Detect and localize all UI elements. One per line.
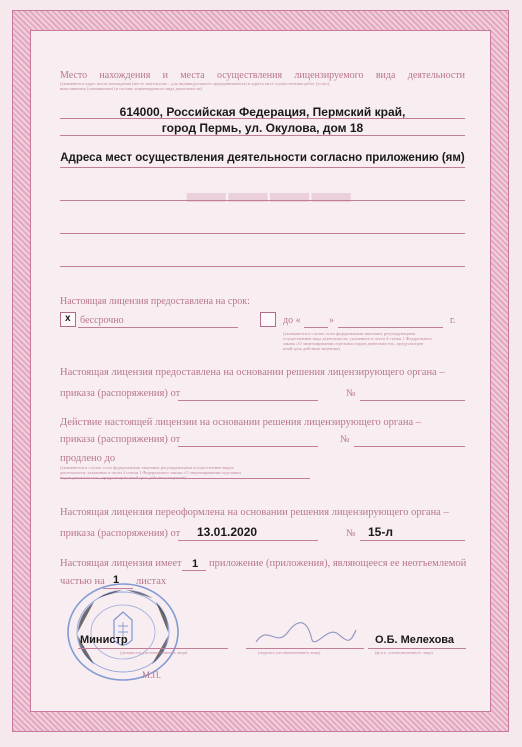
reverse-watermark: ▬▬▬▬	[186, 176, 354, 209]
extension-number-label: №	[340, 434, 350, 445]
basis-number-label: №	[346, 388, 356, 399]
basis-order-label: приказа (распоряжения) от	[60, 388, 181, 399]
term-note-4: иной срок действия лицензии)	[283, 346, 340, 351]
seal-place-label: М.П.	[142, 670, 162, 680]
address-line-2: город Пермь, ул. Окулова, дом 18	[161, 121, 364, 135]
appendix-sheets: 1	[113, 574, 120, 586]
indefinite-line	[78, 327, 238, 328]
term-note-2: осуществление вида деятельности, указанного в части 4 статьи 1 Федерального	[283, 336, 433, 341]
until-quote-close: »	[329, 315, 334, 326]
signature-line	[246, 648, 364, 649]
position-line	[78, 648, 228, 649]
reissue-date: 13.01.2020	[197, 525, 258, 539]
year-suffix: г.	[450, 315, 456, 326]
rule	[60, 167, 465, 168]
until-label: до «	[283, 315, 301, 326]
rule	[60, 135, 465, 136]
appendix-part-label: частью на	[60, 576, 105, 587]
term-note-3: закона «О лицензировании отдельных видов деятельности», предусмотрен	[283, 341, 424, 346]
addresses-appendix: Адреса мест осуществления деятельности согласно приложению (ям)	[60, 152, 465, 164]
rule	[60, 266, 465, 267]
official-stamp	[64, 580, 182, 684]
appendix-text-after: приложение (приложения), являющееся ее неотъемлемой	[209, 558, 467, 569]
signatory-name: О.Б. Мелехова	[375, 634, 455, 646]
basis-date-line	[178, 400, 318, 401]
rule	[60, 118, 465, 119]
extension-date-line	[178, 446, 318, 447]
extension-note-2: деятельности, указанных в части 4 статьи 1 Федерального закона «О лицензировании отдельных	[60, 470, 242, 475]
appendix-sheets-label: листах	[136, 576, 167, 587]
indefinite-checkbox	[60, 312, 76, 327]
extension-note-3: видов деятельности», предусмотрен иной срок действия лицензии)	[60, 475, 186, 480]
extension-number-line	[354, 446, 465, 447]
extension-text: Действие настоящей лицензии на основании решения лицензирующего органа –	[60, 417, 421, 428]
term-heading: Настоящая лицензия предоставлена на срок:	[60, 296, 250, 307]
reissue-number-line	[360, 540, 465, 541]
address-line-1: 614000, Российская Федерация, Пермский край,	[119, 105, 406, 119]
position-caption: (должность уполномоченного лица)	[120, 650, 188, 655]
rule	[60, 200, 465, 201]
appendix-text-before: Настоящая лицензия имеет	[60, 558, 182, 569]
reissue-order-label: приказа (распоряжения) от	[60, 528, 181, 539]
reissue-date-line	[178, 540, 318, 541]
reissue-number-label: №	[346, 528, 356, 539]
appendix-count: 1	[192, 558, 199, 570]
location-heading: Место нахождения и места осуществления лицензируемого вида деятельности	[60, 70, 465, 81]
extension-order-label: приказа (распоряжения) от	[60, 434, 181, 445]
handwritten-signature	[250, 618, 360, 650]
location-note-1: (указывается адрес места нахождения (место жительства – для индивидуального предпринимателя) и адреса мест осуществления работ (услуг),	[60, 81, 331, 86]
until-month-line	[338, 327, 443, 328]
indefinite-label: бессрочно	[80, 315, 124, 326]
extension-note-1: (указывается в случае, если федеральными законами, регулирующими осуществление видов	[60, 465, 234, 470]
name-caption: (ф.и.о. уполномоченного лица)	[375, 650, 433, 655]
basis-text: Настоящая лицензия предоставлена на основании решения лицензирующего органа –	[60, 367, 445, 378]
appendix-count-line	[182, 570, 206, 571]
name-line	[368, 648, 466, 649]
reissue-text: Настоящая лицензия переоформлена на основании решения лицензирующего органа –	[60, 507, 449, 518]
check-mark: x	[65, 313, 71, 324]
rule	[60, 233, 465, 234]
basis-number-line	[360, 400, 465, 401]
until-checkbox	[260, 312, 276, 327]
location-note-2: выполняемых (оказываемых) в составе лицензируемого вида деятельности)	[60, 86, 202, 91]
term-note-1: (указывается в случае, если федеральными законами, регулирующими	[283, 331, 415, 336]
extended-label: продлено до	[60, 453, 116, 464]
until-day-line	[304, 327, 328, 328]
signatory-position: Министр	[80, 634, 128, 646]
reissue-number: 15-л	[368, 525, 393, 539]
signature-caption: (подпись уполномоченного лица)	[258, 650, 321, 655]
